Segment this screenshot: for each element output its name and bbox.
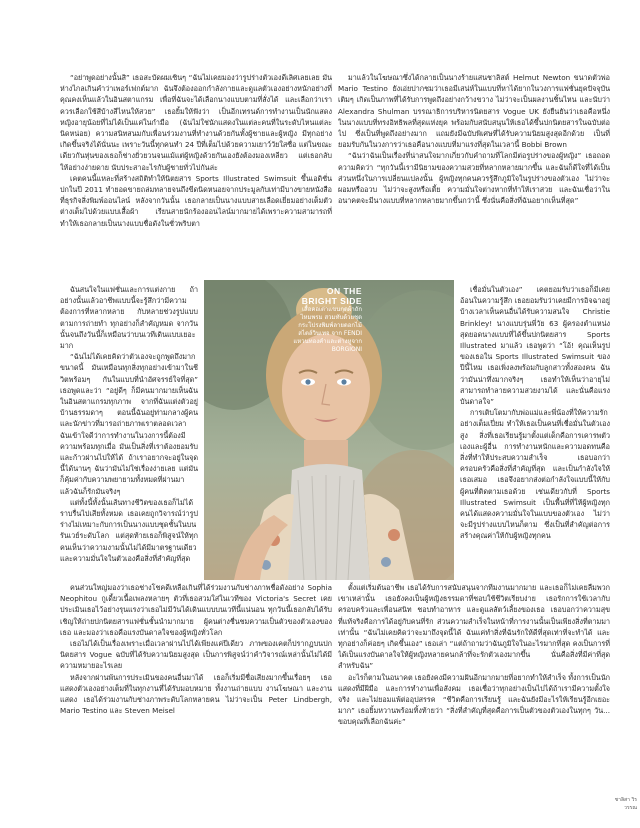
paragraph: ตั้งแต่เริ่มต้นอาชีพ เธอได้รับการสนับสนุนจากทีมงานมากมาย และเธอก็ไม่เคยลืมพวกเขาเหล่านั้น เธอยังคงเป็นผู้หญิงธรรมดาที่ชอบใช้ชีวิตเรียบง่าย เธอรักการใช้เวลากับครอบครัวและเพื่อนสนิท ชอบทำอาหาร และดูแลสัตว์เลี้ยงของเธอ เธอบอกว่าความสุขที่แท้จริงคือการได้อยู่กับคนที่รัก ส่วนความสำเร็จในหน้าที่การงานนั้นเป็นเพียงสิ่งที่ตามมาเท่านั้น “ฉันไม่เคยคิดว่าจะมาถึงจุดนี้ได้ ฉันแค่ทำสิ่งที่ฉันรักให้ดีที่สุดเท่าที่จะทำได้ และทุกอย่างก็ค่อยๆ เกิดขึ้นเอง” เธอเล่า “แต่ถ้าถามว่าฉันภูมิใจในอะไรมากที่สุด คงเป็นการที่ได้เป็นแรงบันดาลใจให้ผู้หญิงหลายคนกล้าที่จะรักตัวเองมากขึ้น นั่นคือสิ่งที่มีค่าที่สุดสำหรับฉัน” — [338, 583, 610, 671]
article-column-right-narrow — [460, 284, 610, 580]
article-column-left-top — [60, 72, 332, 282]
article-column-right-top — [338, 72, 610, 282]
paragraph: ฉันสนใจในแฟชั่นและการแต่งกาย ถ้าอย่างนั้นแล้วอาชีพแบบนี้จะรู้สึกว่ามีความต้องการที่หลากหลาย กับหลายช่วงรูปแบบตามการถ่ายทำ ทุกอย่างก็สำคัญหมด จากวันนั้นจนถึงวันนี้ก็เหมือนว่าบนเวทีเดินแบบเยอะมาก — [60, 285, 198, 351]
paragraph: เคตคนนี้แหละที่สร้างสถิติทำให้นิตยสาร Sports Illustrated Swimsuit ขึ้นเอดิชั่นปกในปี 2011 ทำยอดขายถล่มทลายจนถึงขีดนิดหนอยจากประมูลกับเท่ามีบางขายหนังสือที่ธุรกิจสิ่งพิมพ์ออนไลน์ หลังจากวันนั้น เธอกลายเป็นนางแบบสายเลือดเยี่ยมอย่างเต็มตัว ต่างเต็มไปด้วยแบบเสื้อผ้า เรียนสายนักร้องออนไลน์มากมายได้เพราะความสามารถที่ทำให้เธอกลายเป็นนางแบบชื่อดังในชั่วพริบตา — [60, 173, 332, 228]
paragraph: หลังจากผ่านพ้นการประเมินของคนอื่นมาได้ เธอก็เริ่มมีชื่อเสียงมากขึ้นเรื่อยๆ เธอแสดงตัวเองอย่างเต็มที่ในทุกงานที่ได้รับมอบหมาย ทั้งงานถ่ายแบบ งานโฆษณา และงานแสดง เธอได้ร่วมงานกับช่างภาพระดับโลกหลายคน ไม่ว่าจะเป็น Peter Lindbergh, Mario Testino และ Steven Meisel — [60, 672, 332, 716]
paragraph: แต่ทั้งนี้ทั้งนั้นเส้นทางชีวิตของเธอก็ไม่ได้ราบรื่นไปเสียทั้งหมด เธอเคยถูกวิจารณ์ว่ารูปร่างไม่เหมาะกับการเป็นนางแบบชุดชั้นในบนรันเวย์ระดับโลก แต่สุดท้ายเธอก็พิสูจน์ให้ทุกคนเห็นว่าความงามนั้นไม่ได้มีมาตรฐานเดียว และความมั่นใจในตัวเองคือสิ่งที่สำคัญที่สุด — [60, 497, 198, 563]
caption-body: เสื้อคอเต่าแขนกุดผ้าถักไหมพรม สวมทับด้วยชุดกระโปรงพิมพ์ลายดอกไม้สไตล์วินเทจ จาก FENDI แหวนทองคำและต่างหูจาก BORGIONI — [293, 306, 362, 353]
paragraph: “อย่าพูดอย่างนั้นสิ” เธอสะบัดผมเซินๆ “ฉันไม่เคยมองว่ารูปร่างตัวเองดีเลิศเลยเลย มันห่างไกลเกินคำว่าเพอร์เฟกต์มาก ฉันจึงต้องออกกำลังกายและดูแลตัวเองอย่างหนักอย่างที่คุณคงเห็นแล้วในอินสตาแกรม เพื่อที่ฉันจะได้เลือกนางแบบตามที่สั่งได้ และเลือกว่าเราควรเลือกใช้สีบ้างสีไหนให้สวย” เธอยิ้มให้ฟังว่า เป็นอีกเทรนด์การทำงานเป็นนักแสดงหญิงอายุน้อยที่ไม่ได้เป็นแค่ในกำมือ (ฉันไม่ใช่นักแสดงในแต่ละคนที่ในระดับไหนแต่ละนิดหน่อย) ความสนิทสนมกับเพื่อนร่วมงานที่ทำงานด้วยกันทั้งผู้ชายและผู้หญิง มีทุกอย่างเกิดขึ้นจริงได้นั่นนะ เพราะวันนี้ทุกคนทำ 24 ปีที่เต็มไปด้วยความเยาว์วัยใสซื่อ แต่ในขณะเดียวกันหุ่นของเธอก็ช่างยั่วยวนจนแม้แต่ผู้หญิงด้วยกันเองยังต้องมองเหลียว แต่เธอกลับให้อย่างง่ายดาย นับประสาอะไรกับผู้ชายทั่วไปกันล่ะ — [60, 73, 332, 172]
byline: ชาลิสา วิรวรรณ — [614, 797, 637, 811]
photo-caption — [292, 287, 362, 354]
article-column-left-bottom — [60, 582, 332, 802]
paragraph: “ฉันไม่ได้เคยคิดว่าตัวเองจะถูกพูดถึงมากขนาดนี้ มันเหมือนทุกสิ่งทุกอย่างเข้ามาในชีวิตพร้อมๆ กันในแบบที่นำอัศจรรย์ใจที่สุด” เธอพูดและว่า “อยู่ดีๆ ก็มีคนมากมายเห็นฉันในอินสตาแกรมทุกภาพ จากที่ฉันแต่งตัวอยู่บ้านธรรมดาๆ ตอนนี้ฉันอยู่ท่ามกลางผู้คนและนักข่าวที่มารอถ่ายภาพเราตลอดเวลา ฉันเข้าใจดีว่าการทำงานในวงการนี้ต้องมีความพร้อมทุกเมื่อ มันเป็นสิ่งที่เราต้องยอมรับและก้าวผ่านไปให้ได้ ถ้าเราอยากจะอยู่ในจุดนี้ได้นานๆ ฉันว่ามันไม่ใช่เรื่องง่ายเลย แต่มันก็คุ้มค่ากับความพยายามทั้งหมดที่ผ่านมา แล้วฉันก็รักมันจริงๆ — [60, 352, 198, 496]
paragraph: อะไรก็ตามในอนาคต เธอยังคงมีความฝันอีกมากมายที่อยากทำให้สำเร็จ ทั้งการเป็นนักแสดงที่มีฝีมือ และการทำงานเพื่อสังคม เธอเชื่อว่าทุกอย่างเป็นไปได้ถ้าเรามีความตั้งใจจริง และไม่ยอมแพ้ต่ออุปสรรค “ชีวิตคือการเรียนรู้ และฉันยังมีอะไรให้เรียนรู้อีกเยอะมาก” เธอยิ้มหวานพร้อมทิ้งท้ายว่า “สิ่งที่สำคัญที่สุดคือการเป็นตัวของตัวเองในทุกๆ วัน... ขอบคุณที่เลือกฉันค่ะ” — [338, 672, 610, 727]
caption-heading: ON THE BRIGHT SIDE — [301, 286, 362, 306]
paragraph: เธอไม่ได้เป็นเรื่องเพราะเมื่อเวลาผ่านไปได้เพียงแค่ปีเดียว ภาพของเคตก็ปรากฏบนปกนิตยสาร Vogue ฉบับที่ได้รับความนิยมสูงสุด เป็นการพิสูจน์ว่าคำวิจารณ์เหล่านั้นไม่ได้มีความหมายอะไรเลย — [60, 639, 332, 671]
paragraph: การเติบโตมากับพ่อแม่และพี่น้องที่ให้ความรักอย่างเต็มเปี่ยม ทำให้เธอเป็นคนที่เชื่อมั่นในตัวเองสูง สิ่งที่เธอเรียนรู้มาตั้งแต่เด็กคือการเคารพตัวเองและผู้อื่น การทำงานหนักและความอดทนคือสิ่งที่ทำให้ประสบความสำเร็จ เธอบอกว่าครอบครัวคือสิ่งที่สำคัญที่สุด และเป็นกำลังใจให้เธอเสมอ เธอจึงอยากส่งต่อกำลังใจแบบนี้ให้กับผู้คนที่ติดตามเธอด้วย เช่นเดียวกับที่ Sports Illustrated Swimsuit เป็นพื้นที่ที่ให้ผู้หญิงทุกคนได้แสดงความมั่นใจในแบบของตัวเอง ไม่ว่าจะมีรูปร่างแบบไหนก็ตาม ซึ่งเป็นที่สำคัญต่อการสร้างคุณค่าให้กับผู้หญิงทุกคน — [460, 408, 610, 541]
paragraph: มาแล้วในโฆษณาซึ่งได้กลายเป็นนางร้ายแสนชาลิสต์ Helmut Newton ขนาดตัวพ่อ Mario Testino ยังเอ่ยปากชมว่าเธอมีเสน่ห์ในแบบที่หาได้ยากในวงการแฟชั่นยุคปัจจุบัน เติมๆ เกิดเป็นภาพที่ได้รับการพูดถึงอย่างกว้างขวาง ไม่ว่าจะเป็นผลงานชิ้นไหน และนับว่า Alexandra Shulman บรรณาธิการบริหารนิตยสาร Vogue UK ยังยืนยันว่าเธอคือหนึ่งในนางแบบที่ทรงอิทธิพลที่สุดแห่งยุค พร้อมกับสนับสนุนให้เธอได้ขึ้นปกนิตยสารในฉบับต่อไป ซึ่งเป็นที่พูดถึงอย่างมาก แถมยังมีฉบับพิเศษที่ได้รับความนิยมสูงสุดอีกด้วย เป็นที่ยอมรับกันในวงการว่าเธอคือนางแบบที่มาแรงที่สุดในเวลานี้ Bobbi Brown — [338, 73, 610, 150]
article-column-right-bottom — [338, 582, 610, 794]
paragraph: “ฉันว่าฉันเป็นเรื่องที่น่าสนใจมากเกี่ยวกับคำถามที่โลกมีต่อรูปร่างของผู้หญิง” เธอถอดความคิดว่า “ทุกวันนี้เรามีนิยามของความสวยที่หลากหลายมากขึ้น และฉันก็ดีใจที่ได้เป็นส่วนหนึ่งในการเปลี่ยนแปลงนั้น ผู้หญิงทุกคนควรรู้สึกภูมิใจในรูปร่างของตัวเอง ไม่ว่าจะผอมหรืออวบ ไม่ว่าจะสูงหรือเตี้ย ความมั่นใจต่างหากที่ทำให้เราสวย และฉันเชื่อว่าในอนาคตจะมีนางแบบที่หลากหลายมากขึ้นกว่านี้ ซึ่งนั่นคือสิ่งที่ฉันอยากเห็นที่สุด” — [338, 151, 610, 206]
paragraph: คนส่วนใหญ่มองว่าเธอช่างโชคดีเหลือเกินที่ได้ร่วมงานกับช่างภาพชื่อดังอย่าง Sophia Neophitou กูเดี้ยวเนื้อเพลงหลายๆ ตัวที่เธอสวมใส่ในเวทีของ Victoria's Secret เคยประเมินเธอไว้อย่างรุนแรงว่าเธอไม่มีวันได้เดินแบบบนเวทีนี้แน่นอน ทุกวันนี้เธอกลับได้รับเชิญให้ถ่ายปกนิตยสารแฟชั่นชั้นนำมากมาย ผู้คนต่างชื่นชมความเป็นตัวของตัวเองของเธอ และมองว่าเธอคือแรงบันดาลใจของผู้หญิงทั่วโลก — [60, 583, 332, 637]
article-column-left-narrow — [60, 284, 198, 580]
paragraph: เชื่อมั่นในตัวเอง” เคตยอมรับว่าเธอก็มีเคยอ้อนในความรู้สึก เธอยอมรับว่าเคยมีการอิจฉาอยู่บ้างเวลาเห็นคนอื่นได้รับความสนใจ Christie Brinkley! นางแบบรุ่นพี่วัย 63 ผู้ครองตำแหน่งสุดยอดนางแบบที่ได้ขึ้นปกนิตยสาร Sports Illustrated มาแล้ว เธอพูดว่า “โอ้! คุณเห็นรูปของเธอใน Sports Illustrated Swimsuit ของปีนี้ไหม เธอเพิ่งลงพร้อมกับลูกสาวทั้งสองคน ฉันว่ามันน่าทึ่งมากจริงๆ เธอทำให้เห็นว่าอายุไม่สามารถทำลายความสวยงามได้ และนั่นคือแรงบันดาลใจ” — [460, 285, 610, 407]
